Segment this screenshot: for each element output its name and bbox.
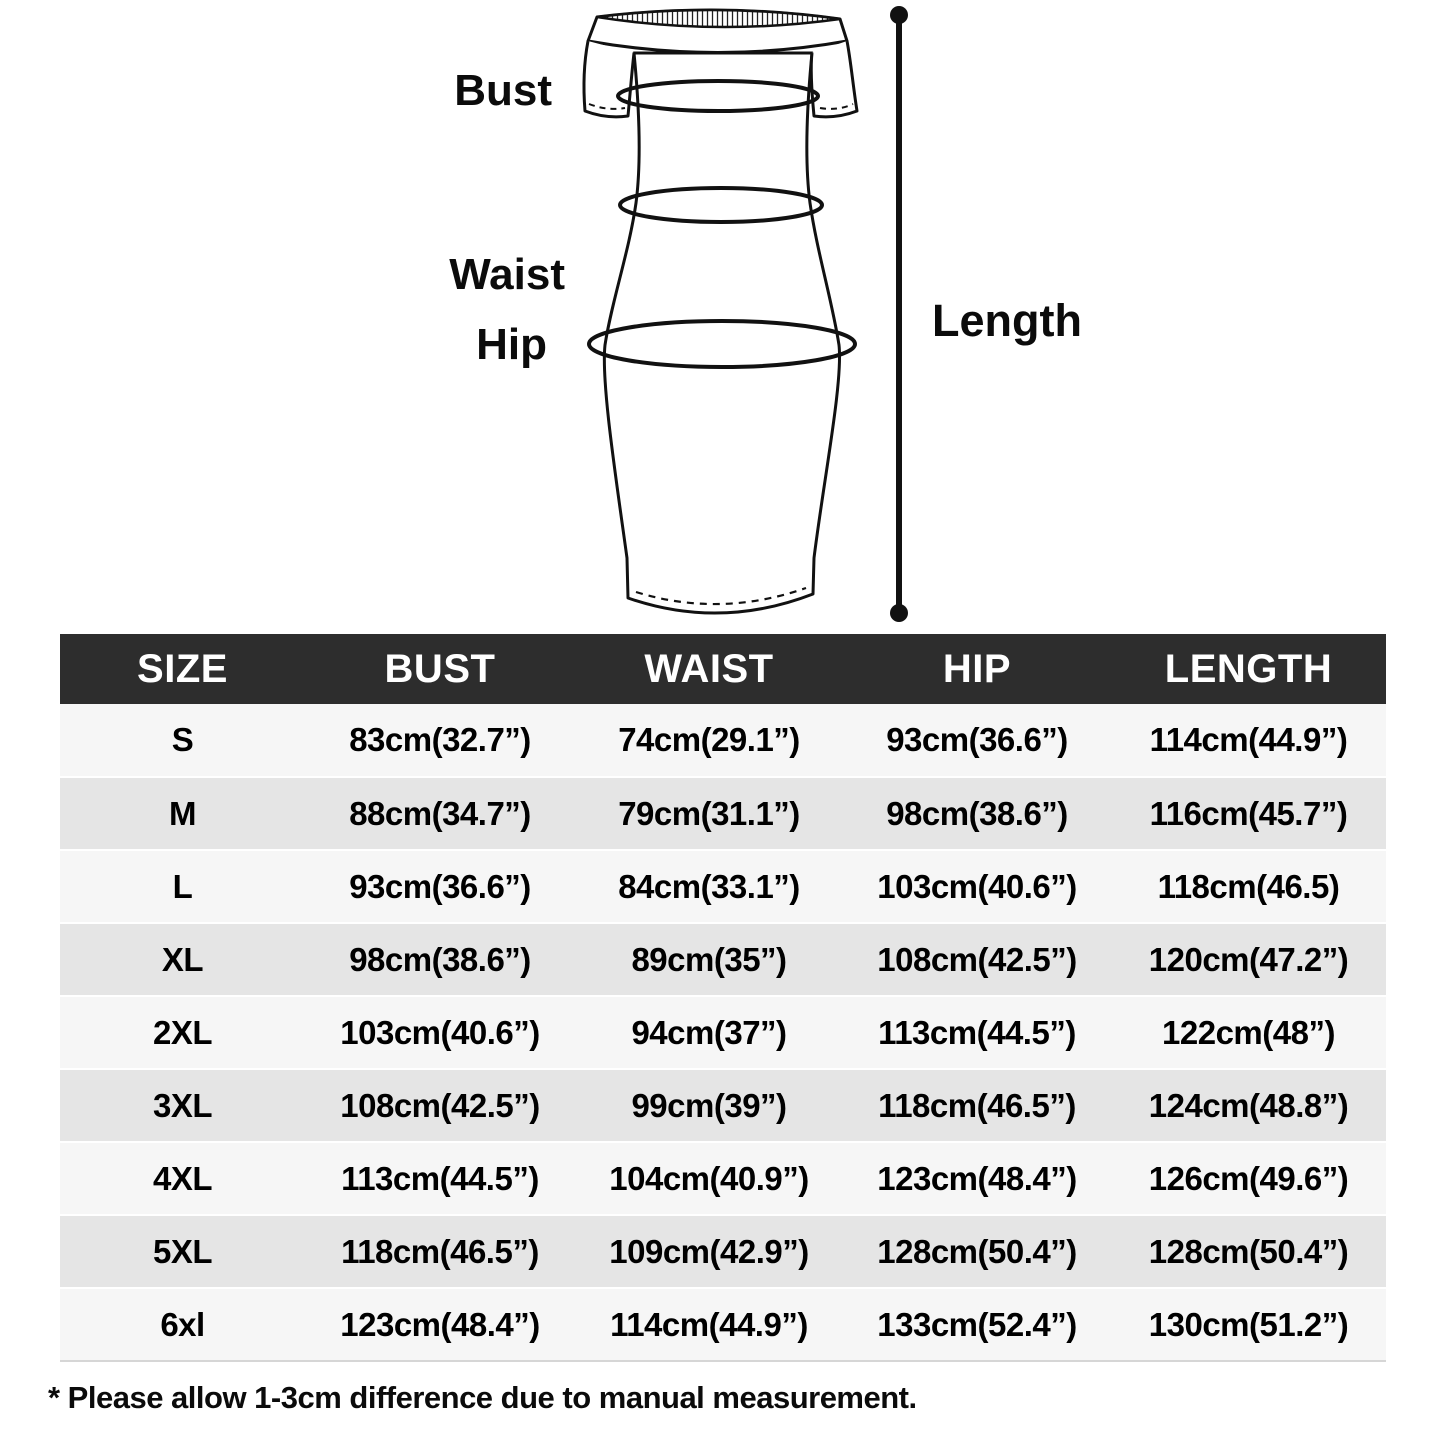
measurement-cell: 133cm(52.4”) xyxy=(877,1305,1077,1343)
col-header-bust: BUST xyxy=(305,634,575,704)
hip-label: Hip xyxy=(476,320,547,369)
table-row xyxy=(60,923,1386,996)
measurement-cell: 109cm(42.9”) xyxy=(609,1232,809,1270)
measurement-cell: 98cm(38.6”) xyxy=(886,794,1068,832)
measurement-cell: 94cm(37”) xyxy=(631,1013,787,1051)
table-row xyxy=(60,996,1386,1069)
measurement-cell: 113cm(44.5”) xyxy=(341,1159,539,1197)
table-row xyxy=(60,850,1386,923)
length-label: Length xyxy=(932,295,1082,346)
size-label-cell: 5XL xyxy=(152,1232,213,1270)
measurement-cell: 108cm(42.5”) xyxy=(877,940,1077,978)
measurement-cell: 99cm(39”) xyxy=(631,1086,787,1124)
measurement-cell: 114cm(44.9”) xyxy=(610,1305,808,1343)
measurement-cell: 83cm(32.7”) xyxy=(349,721,531,758)
measurement-cell: 103cm(40.6”) xyxy=(877,867,1077,905)
table-row xyxy=(60,1288,1386,1361)
measurement-cell: 118cm(46.5”) xyxy=(878,1086,1076,1124)
measurement-cell: 118cm(46.5”) xyxy=(341,1232,539,1270)
table-row xyxy=(60,1142,1386,1215)
table-row xyxy=(60,704,1386,777)
measurement-cell: 123cm(48.4”) xyxy=(340,1305,540,1343)
size-label-cell: M xyxy=(169,794,196,832)
size-label-cell: 4XL xyxy=(152,1159,213,1197)
table-row xyxy=(60,1069,1386,1142)
measurement-cell: 128cm(50.4”) xyxy=(877,1232,1077,1270)
col-header-length: LENGTH xyxy=(1111,634,1386,704)
dress-body-outline xyxy=(604,53,839,613)
measurement-cell: 84cm(33.1”) xyxy=(618,867,800,905)
measurement-cell: 120cm(47.2”) xyxy=(1148,940,1349,978)
measurement-cell: 93cm(36.6”) xyxy=(886,721,1068,758)
size-label-cell: 2XL xyxy=(152,1013,213,1051)
dress-measurement-diagram xyxy=(0,0,1445,634)
measurement-cell: 104cm(40.9”) xyxy=(609,1159,809,1197)
measurement-cell: 116cm(45.7”) xyxy=(1149,794,1348,832)
length-line-top-dot xyxy=(890,6,908,24)
measurement-cell: 126cm(49.6”) xyxy=(1148,1159,1349,1197)
measurement-footnote: * Please allow 1-3cm difference due to manual measurement. xyxy=(48,1380,917,1415)
col-header-waist: WAIST xyxy=(575,634,843,704)
measurement-cell: 122cm(48”) xyxy=(1162,1013,1335,1051)
size-label-cell: L xyxy=(172,867,193,905)
measurement-cell: 114cm(44.9”) xyxy=(1149,721,1348,758)
table-row xyxy=(60,1215,1386,1288)
size-label-cell: XL xyxy=(161,940,204,978)
size-table xyxy=(60,634,1386,1362)
length-line-bottom-dot xyxy=(890,604,908,622)
size-label-cell: 6xl xyxy=(160,1305,205,1343)
measurement-cell: 113cm(44.5”) xyxy=(878,1013,1076,1051)
table-row xyxy=(60,777,1386,850)
measurement-cell: 89cm(35”) xyxy=(631,940,787,978)
measurement-cell: 123cm(48.4”) xyxy=(877,1159,1077,1197)
waist-label: Waist xyxy=(449,250,565,299)
col-header-size: SIZE xyxy=(60,634,305,704)
measurement-cell: 93cm(36.6”) xyxy=(349,867,531,905)
col-header-hip: HIP xyxy=(843,634,1111,704)
measurement-cell: 124cm(48.8”) xyxy=(1148,1086,1349,1124)
measurement-cell: 128cm(50.4”) xyxy=(1148,1232,1349,1270)
size-label-cell: 3XL xyxy=(152,1086,213,1124)
size-label-cell: S xyxy=(171,721,194,758)
measurement-cell: 130cm(51.2”) xyxy=(1148,1305,1349,1343)
size-table-body xyxy=(60,704,1386,1361)
measurement-cell: 103cm(40.6”) xyxy=(340,1013,540,1051)
measurement-cell: 98cm(38.6”) xyxy=(349,940,531,978)
measurement-cell: 108cm(42.5”) xyxy=(340,1086,540,1124)
right-sleeve xyxy=(811,41,857,117)
bust-label: Bust xyxy=(454,66,552,115)
measurement-cell: 74cm(29.1”) xyxy=(618,721,800,758)
measurement-cell: 88cm(34.7”) xyxy=(349,794,531,832)
measurement-cell: 118cm(46.5) xyxy=(1157,867,1340,905)
measurement-cell: 79cm(31.1”) xyxy=(618,794,800,832)
table-header-row xyxy=(60,634,1386,704)
